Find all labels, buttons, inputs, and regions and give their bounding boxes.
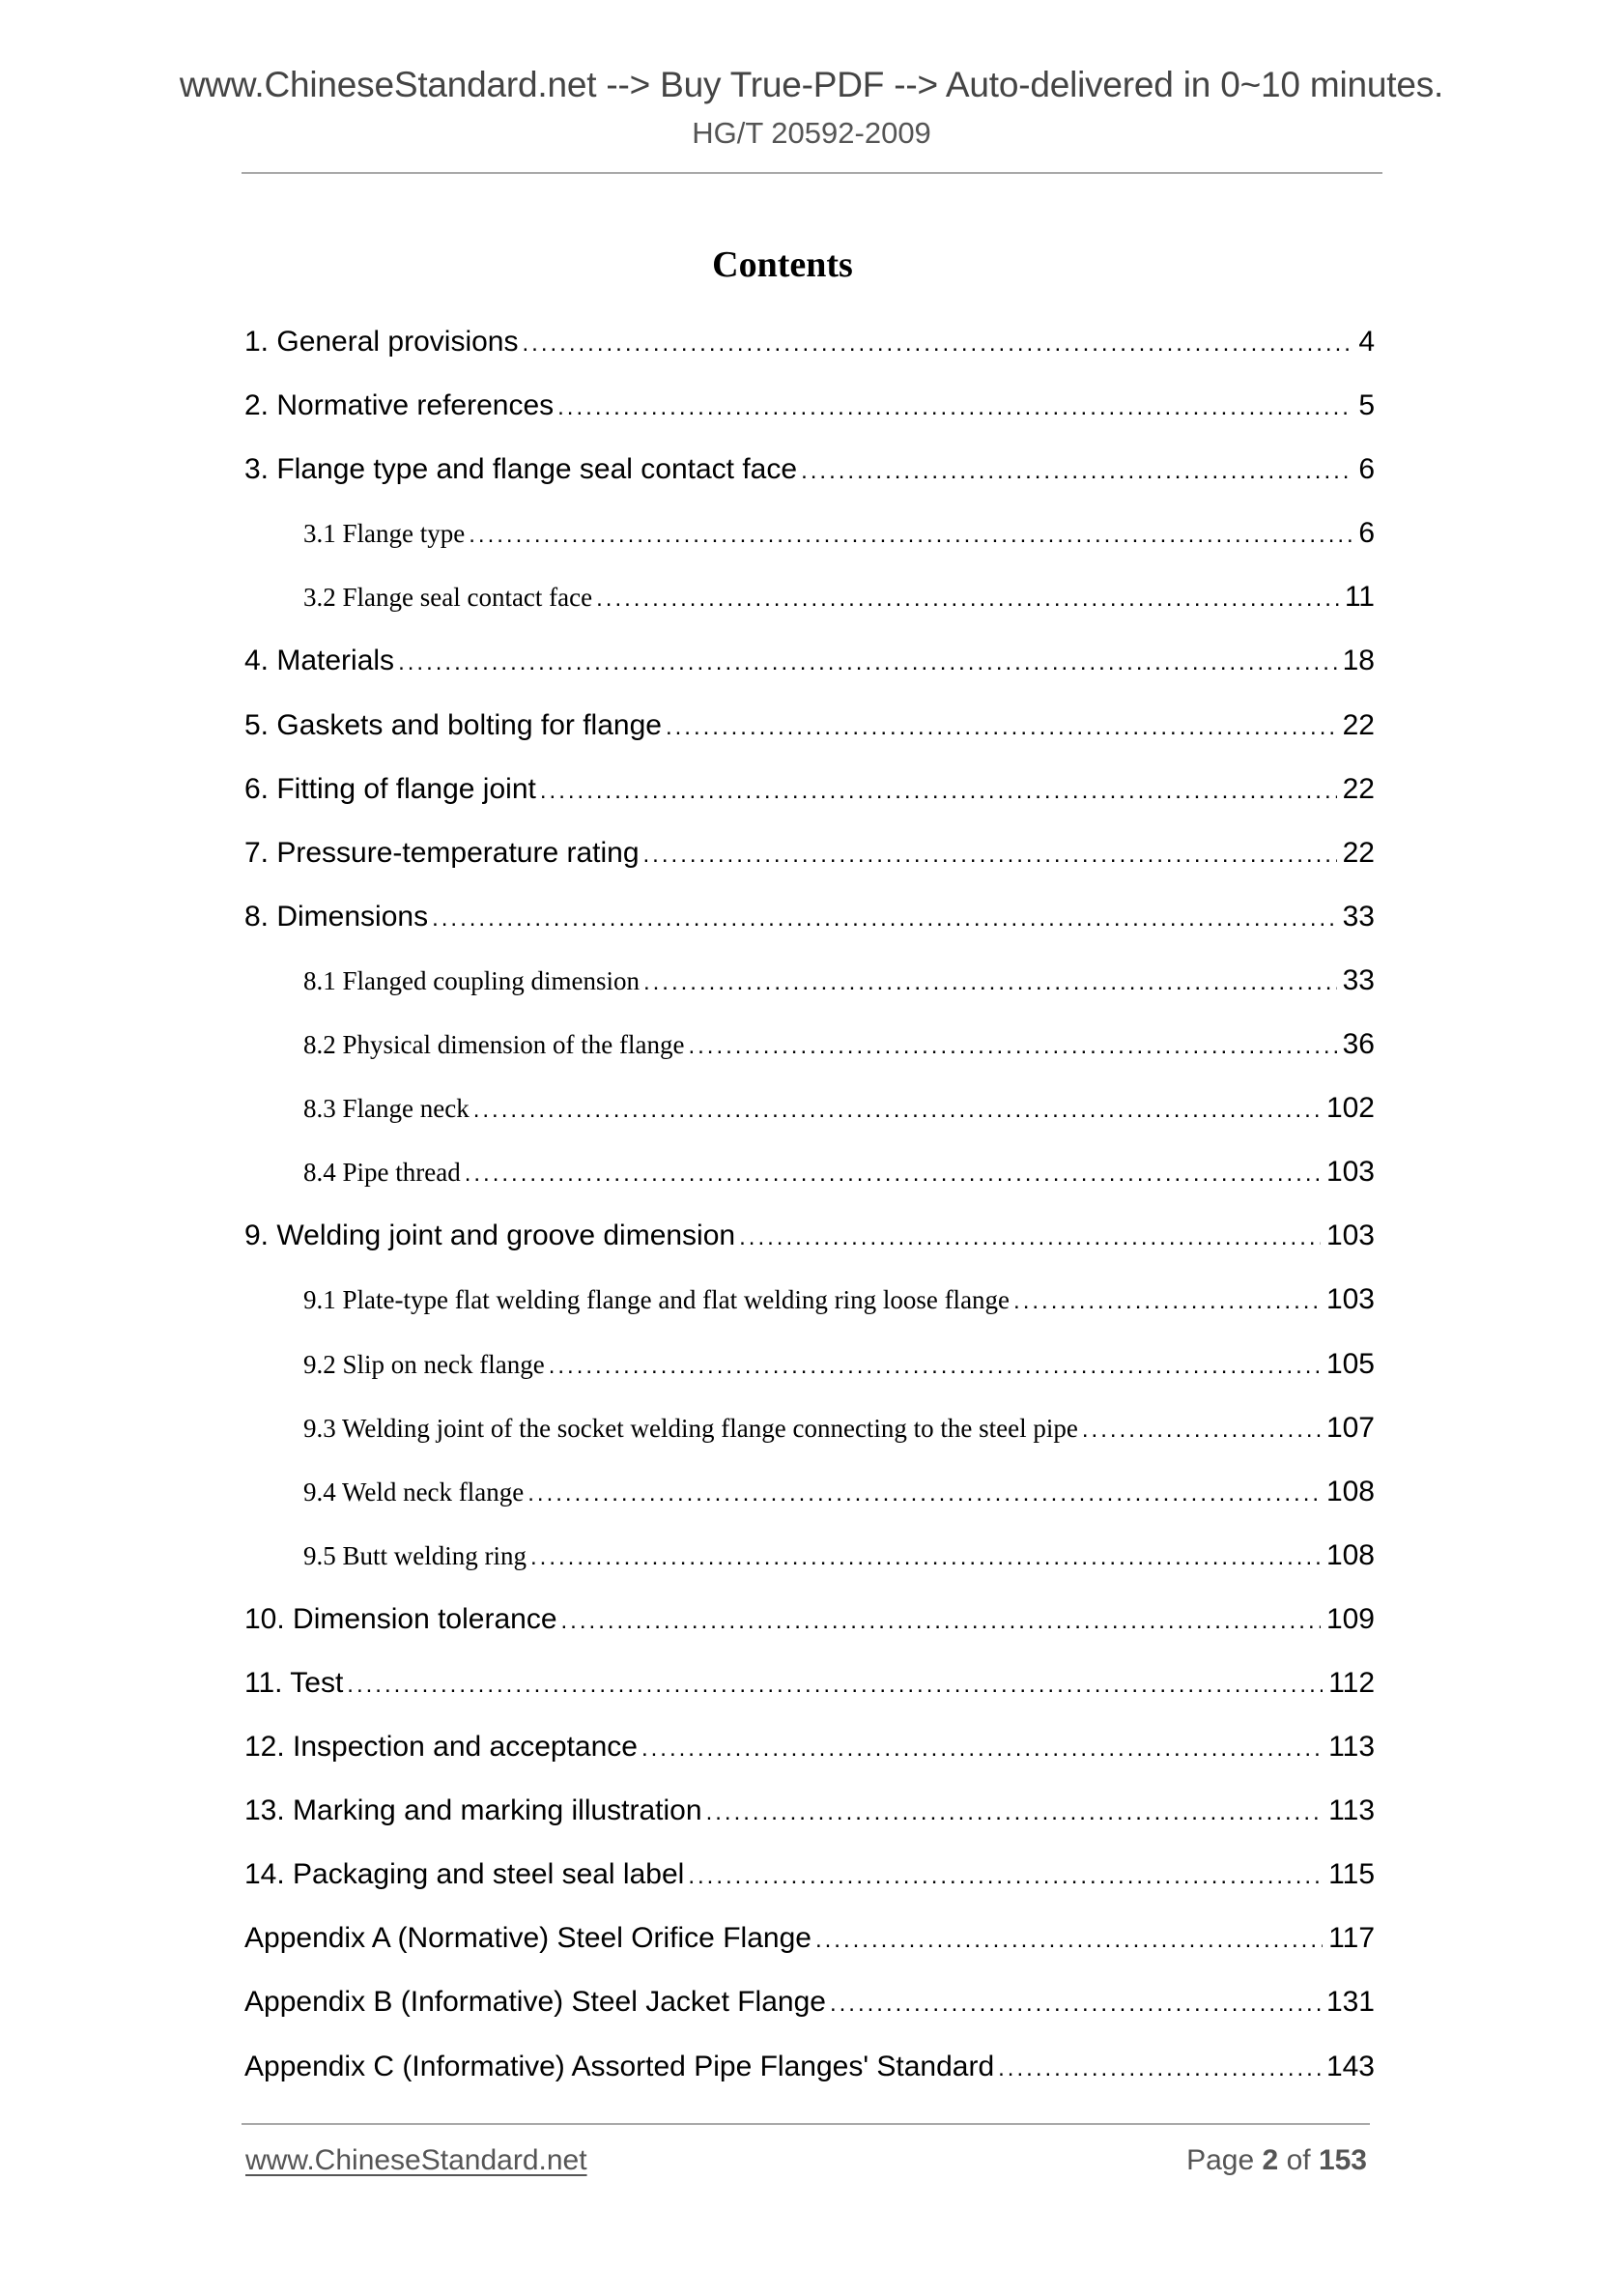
dot-leader: [643, 961, 1337, 1004]
dot-leader: [522, 323, 1352, 365]
toc-subsection-entry[interactable]: [244, 1407, 1375, 1471]
toc-entry-title[interactable]: 9. Welding joint and groove dimension: [244, 1220, 736, 1252]
dot-leader: [706, 1792, 1324, 1834]
toc-entry-title[interactable]: 8.4 Pipe thread: [303, 1158, 461, 1188]
table-of-contents: [244, 321, 1375, 2109]
dot-leader: [641, 1728, 1323, 1770]
dot-leader: [739, 1217, 1321, 1259]
toc-section-entry[interactable]: [244, 1853, 1375, 1917]
toc-section-entry[interactable]: [244, 832, 1375, 896]
toc-subsection-entry[interactable]: [244, 1535, 1375, 1598]
dot-leader: [815, 1919, 1323, 1962]
toc-entry-title[interactable]: 3.1 Flange type: [303, 519, 466, 549]
toc-section-entry[interactable]: [244, 1215, 1375, 1278]
toc-entry-page-number[interactable]: 4: [1358, 326, 1375, 358]
toc-entry-title[interactable]: 3.2 Flange seal contact face: [303, 583, 593, 613]
dot-leader: [830, 1983, 1321, 2025]
toc-entry-page-number[interactable]: 6: [1358, 453, 1375, 486]
toc-entry-page-number[interactable]: 33: [1342, 963, 1375, 996]
toc-entry-page-number[interactable]: 108: [1325, 1538, 1375, 1571]
toc-entry-page-number[interactable]: 5: [1358, 389, 1375, 422]
toc-entry-page-number[interactable]: 131: [1325, 1986, 1375, 2019]
toc-entry-title[interactable]: 7. Pressure-temperature rating: [244, 836, 640, 869]
toc-entry-page-number[interactable]: 105: [1325, 1347, 1375, 1380]
dot-leader: [596, 578, 1339, 620]
toc-entry-page-number[interactable]: 103: [1325, 1283, 1375, 1316]
dot-leader: [473, 1089, 1321, 1132]
current-page-number: 2: [1262, 2144, 1279, 2176]
toc-section-entry[interactable]: [244, 2046, 1375, 2109]
toc-entry-title[interactable]: 6. Fitting of flange joint: [244, 772, 536, 805]
toc-entry-title[interactable]: 8.3 Flange neck: [303, 1094, 470, 1124]
toc-subsection-entry[interactable]: [244, 576, 1375, 640]
dot-leader: [666, 706, 1337, 749]
toc-subsection-entry[interactable]: [244, 960, 1375, 1023]
toc-entry-page-number[interactable]: 115: [1328, 1858, 1375, 1891]
toc-entry-title[interactable]: 12. Inspection and acceptance: [244, 1731, 638, 1764]
dot-leader: [1013, 1280, 1321, 1323]
toc-section-entry[interactable]: [244, 1662, 1375, 1726]
page-title: Contents: [712, 244, 853, 285]
toc-entry-page-number[interactable]: 113: [1328, 1731, 1375, 1764]
dot-leader: [643, 834, 1337, 876]
toc-entry-title[interactable]: 11. Test: [244, 1666, 344, 1699]
toc-subsection-entry[interactable]: [244, 1471, 1375, 1535]
dot-leader: [398, 642, 1337, 684]
toc-entry-title[interactable]: Appendix B (Informative) Steel Jacket Flange: [244, 1986, 826, 2019]
toc-subsection-entry[interactable]: [244, 512, 1375, 576]
dot-leader: [998, 2048, 1321, 2090]
toc-section-entry[interactable]: [244, 385, 1375, 448]
page-prefix: Page: [1186, 2144, 1255, 2176]
toc-entry-title[interactable]: 13. Marking and marking illustration: [244, 1794, 702, 1827]
toc-section-entry[interactable]: [244, 448, 1375, 512]
toc-section-entry[interactable]: [244, 1917, 1375, 1981]
footer-divider: [242, 2123, 1370, 2125]
toc-subsection-entry[interactable]: [244, 1023, 1375, 1087]
toc-entry-page-number[interactable]: 6: [1358, 517, 1375, 550]
dot-leader: [688, 1855, 1323, 1898]
dot-leader: [465, 1153, 1321, 1195]
toc-entry-title[interactable]: 8.2 Physical dimension of the flange: [303, 1030, 685, 1060]
toc-entry-page-number[interactable]: 103: [1325, 1220, 1375, 1252]
dot-leader: [540, 770, 1337, 813]
toc-entry-title[interactable]: 9.4 Weld neck flange: [303, 1477, 525, 1507]
toc-entry-title[interactable]: 9.2 Slip on neck flange: [303, 1349, 545, 1379]
toc-entry-page-number[interactable]: 36: [1342, 1028, 1375, 1061]
standard-code: HG/T 20592-2009: [692, 116, 931, 150]
toc-entry-title[interactable]: 8. Dimensions: [244, 900, 429, 933]
toc-subsection-entry[interactable]: [244, 1278, 1375, 1342]
toc-entry-page-number[interactable]: 107: [1325, 1411, 1375, 1444]
toc-entry-page-number[interactable]: 103: [1325, 1156, 1375, 1189]
toc-entry-page-number[interactable]: 109: [1325, 1602, 1375, 1635]
toc-entry-title[interactable]: 2. Normative references: [244, 389, 555, 422]
toc-entry-title[interactable]: 5. Gaskets and bolting for flange: [244, 708, 662, 741]
toc-section-entry[interactable]: [244, 1598, 1375, 1662]
dot-leader: [530, 1536, 1321, 1579]
toc-entry-page-number[interactable]: 143: [1325, 2050, 1375, 2082]
dot-leader: [1082, 1409, 1321, 1451]
dot-leader: [561, 1600, 1321, 1643]
toc-entry-title[interactable]: 3. Flange type and flange seal contact face: [244, 453, 798, 486]
header-banner: www.ChineseStandard.net --> Buy True-PDF --> Auto-delivered in 0~10 minutes.: [179, 65, 1444, 104]
page-indicator: [1186, 2143, 1367, 2178]
toc-entry-page-number[interactable]: 33: [1342, 900, 1375, 933]
toc-entry-title[interactable]: Appendix A (Normative) Steel Orifice Flange: [244, 1922, 812, 1955]
toc-section-entry[interactable]: [244, 768, 1375, 832]
toc-entry-page-number[interactable]: 18: [1342, 645, 1375, 677]
dot-leader: [527, 1473, 1321, 1515]
toc-entry-page-number[interactable]: 102: [1325, 1092, 1375, 1125]
toc-entry-title[interactable]: 1. General provisions: [244, 326, 519, 358]
toc-subsection-entry[interactable]: [244, 1343, 1375, 1407]
dot-leader: [688, 1025, 1336, 1068]
dot-leader: [432, 898, 1337, 940]
header-divider: [242, 172, 1382, 174]
toc-section-entry[interactable]: [244, 640, 1375, 703]
dot-leader: [557, 387, 1352, 429]
footer-website-link[interactable]: www.ChineseStandard.net: [245, 2144, 587, 2176]
toc-section-entry[interactable]: [244, 704, 1375, 768]
toc-entry-page-number[interactable]: 22: [1342, 708, 1375, 741]
toc-entry-title[interactable]: 9.5 Butt welding ring: [303, 1540, 527, 1570]
toc-entry-title[interactable]: 9.3 Welding joint of the socket welding flange connecting to the steel pipe: [303, 1413, 1078, 1443]
toc-entry-page-number[interactable]: 22: [1342, 772, 1375, 805]
toc-entry-title[interactable]: 14. Packaging and steel seal label: [244, 1858, 685, 1891]
toc-entry-title[interactable]: 4. Materials: [244, 645, 395, 677]
toc-entry-page-number[interactable]: 112: [1328, 1666, 1375, 1699]
dot-leader: [347, 1664, 1323, 1707]
toc-entry-page-number[interactable]: 108: [1325, 1475, 1375, 1507]
dot-leader: [549, 1345, 1321, 1388]
total-page-count: 153: [1318, 2144, 1367, 2176]
toc-entry-title[interactable]: Appendix C (Informative) Assorted Pipe Flanges' Standard: [244, 2050, 995, 2082]
toc-subsection-entry[interactable]: [244, 1087, 1375, 1151]
toc-entry-title[interactable]: 10. Dimension tolerance: [244, 1602, 557, 1635]
toc-section-entry[interactable]: [244, 1726, 1375, 1790]
toc-entry-title[interactable]: 8.1 Flanged coupling dimension: [303, 965, 640, 995]
toc-entry-page-number[interactable]: 11: [1344, 581, 1375, 614]
toc-entry-title[interactable]: 9.1 Plate-type flat welding flange and flat welding ring loose flange: [303, 1285, 1011, 1315]
toc-section-entry[interactable]: [244, 321, 1375, 385]
toc-subsection-entry[interactable]: [244, 1151, 1375, 1215]
toc-entry-page-number[interactable]: 113: [1328, 1794, 1375, 1827]
toc-entry-page-number[interactable]: 117: [1328, 1922, 1375, 1955]
toc-section-entry[interactable]: [244, 1790, 1375, 1853]
toc-section-entry[interactable]: [244, 1981, 1375, 2045]
page-of: of: [1286, 2144, 1311, 2176]
toc-section-entry[interactable]: [244, 896, 1375, 960]
toc-entry-page-number[interactable]: 22: [1342, 836, 1375, 869]
dot-leader: [801, 450, 1352, 493]
dot-leader: [469, 514, 1352, 557]
